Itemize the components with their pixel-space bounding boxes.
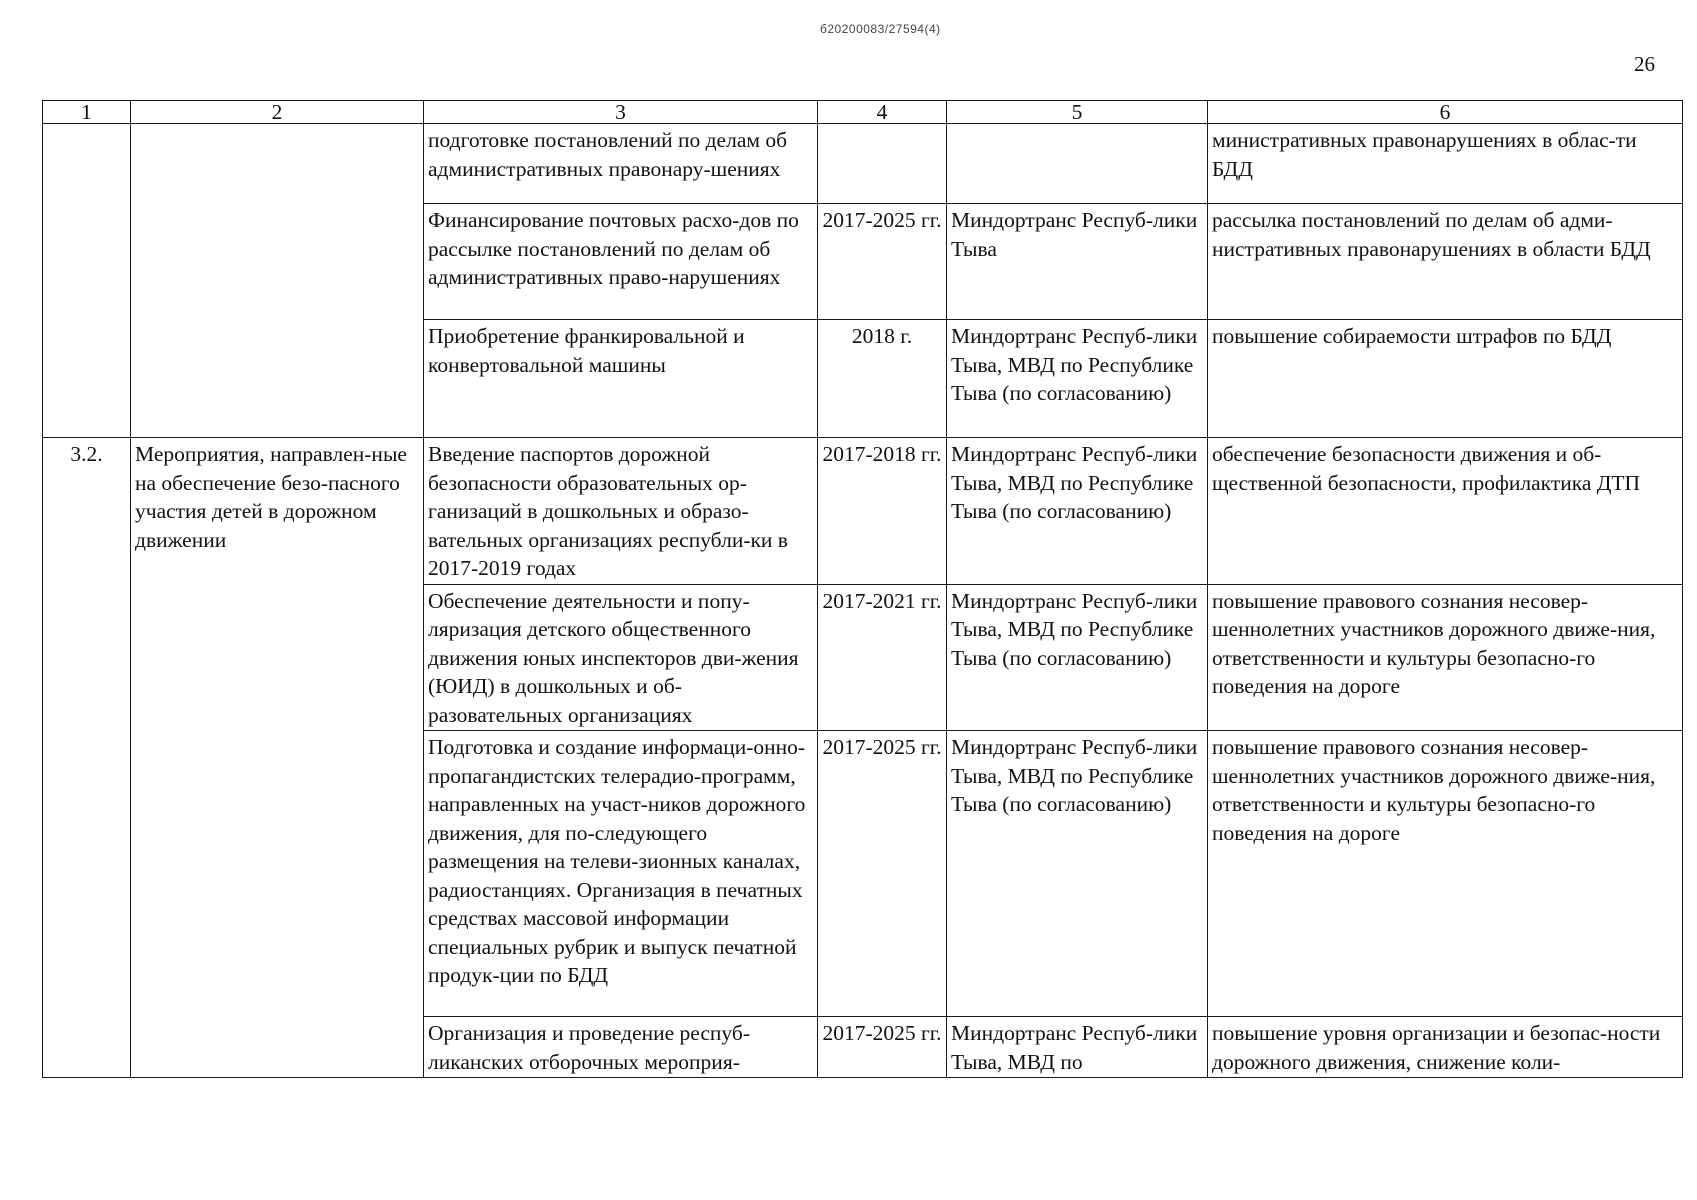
- period-cell: 2017-2025 гг.: [818, 204, 947, 320]
- activity-cell: Обеспечение деятельности и попу-ляризация детского общественного движения юных инспекторов дви-жения (ЮИД) в дошкольных и об-разовательных организациях: [424, 584, 818, 731]
- period-cell: 2017-2021 гг.: [818, 584, 947, 731]
- executor-cell: Миндортранс Респуб-лики Тыва, МВД по: [947, 1017, 1208, 1078]
- column-header: 4: [818, 101, 947, 124]
- column-number-row: [43, 101, 1683, 124]
- result-cell: повышение уровня организации и безопас-ности дорожного движения, снижение коли-: [1208, 1017, 1683, 1078]
- result-cell: министративных правонарушениях в облас-ти БДД: [1208, 124, 1683, 204]
- item-number-cell: [43, 124, 131, 438]
- executor-cell: [947, 124, 1208, 204]
- executor-cell: Миндортранс Респуб-лики Тыва: [947, 204, 1208, 320]
- column-header: 5: [947, 101, 1208, 124]
- column-header: 1: [43, 101, 131, 124]
- executor-cell: Миндортранс Респуб-лики Тыва, МВД по Республике Тыва (по согласованию): [947, 320, 1208, 438]
- item-number-cell: 3.2.: [43, 438, 131, 1078]
- executor-cell: Миндортранс Респуб-лики Тыва, МВД по Республике Тыва (по согласованию): [947, 731, 1208, 1017]
- period-cell: 2017-2018 гг.: [818, 438, 947, 585]
- activity-cell: Финансирование почтовых расхо-дов по рассылке постановлений по делам об административных право-нарушениях: [424, 204, 818, 320]
- result-cell: рассылка постановлений по делам об адми-нистративных правонарушениях в области БДД: [1208, 204, 1683, 320]
- column-header: 3: [424, 101, 818, 124]
- activity-cell: Организация и проведение респуб-ликанских отборочных мероприя-: [424, 1017, 818, 1078]
- result-cell: обеспечение безопасности движения и об-щественной безопасности, профилактика ДТП: [1208, 438, 1683, 585]
- result-cell: повышение правового сознания несовер-шеннолетних участников дорожного движе-ния, ответственности и культуры безопасно-го поведения на дороге: [1208, 584, 1683, 731]
- period-cell: 2018 г.: [818, 320, 947, 438]
- column-header: 6: [1208, 101, 1683, 124]
- executor-cell: Миндортранс Респуб-лики Тыва, МВД по Республике Тыва (по согласованию): [947, 584, 1208, 731]
- period-cell: [818, 124, 947, 204]
- activity-cell: Подготовка и создание информаци-онно-пропагандистских телерадио-программ, направленных на участ-ников дорожного движения, для по-следующего размещения на телеви-зионных каналах, радиостанциях. Организация в печатных средствах массовой информации специальных рубрик и выпуск печатной продук-ции по БДД: [424, 731, 818, 1017]
- activity-cell: Введение паспортов дорожной безопасности образовательных ор-ганизаций в дошкольных и образо-вательных организациях республи-ки в 2017-2019 годах: [424, 438, 818, 585]
- item-name-cell: Мероприятия, направлен-ные на обеспечение безо-пасного участия детей в дорожном движении: [131, 438, 424, 1078]
- item-name-cell: [131, 124, 424, 438]
- result-cell: повышение собираемости штрафов по БДД: [1208, 320, 1683, 438]
- table-row: [43, 124, 1683, 204]
- measures-table-container: [42, 100, 1682, 1078]
- activity-cell: подготовке постановлений по делам об административных правонару-шениях: [424, 124, 818, 204]
- period-cell: 2017-2025 гг.: [818, 731, 947, 1017]
- column-header: 2: [131, 101, 424, 124]
- activity-cell: Приобретение франкировальной и конвертовальной машины: [424, 320, 818, 438]
- table-row: [43, 438, 1683, 585]
- result-cell: повышение правового сознания несовер-шеннолетних участников дорожного движе-ния, ответственности и культуры безопасно-го поведения на дороге: [1208, 731, 1683, 1017]
- executor-cell: Миндортранс Респуб-лики Тыва, МВД по Республике Тыва (по согласованию): [947, 438, 1208, 585]
- period-cell: 2017-2025 гг.: [818, 1017, 947, 1078]
- measures-table: [42, 100, 1683, 1078]
- page-number: 26: [1634, 52, 1655, 76]
- document-id: б20200083/27594(4): [820, 22, 941, 36]
